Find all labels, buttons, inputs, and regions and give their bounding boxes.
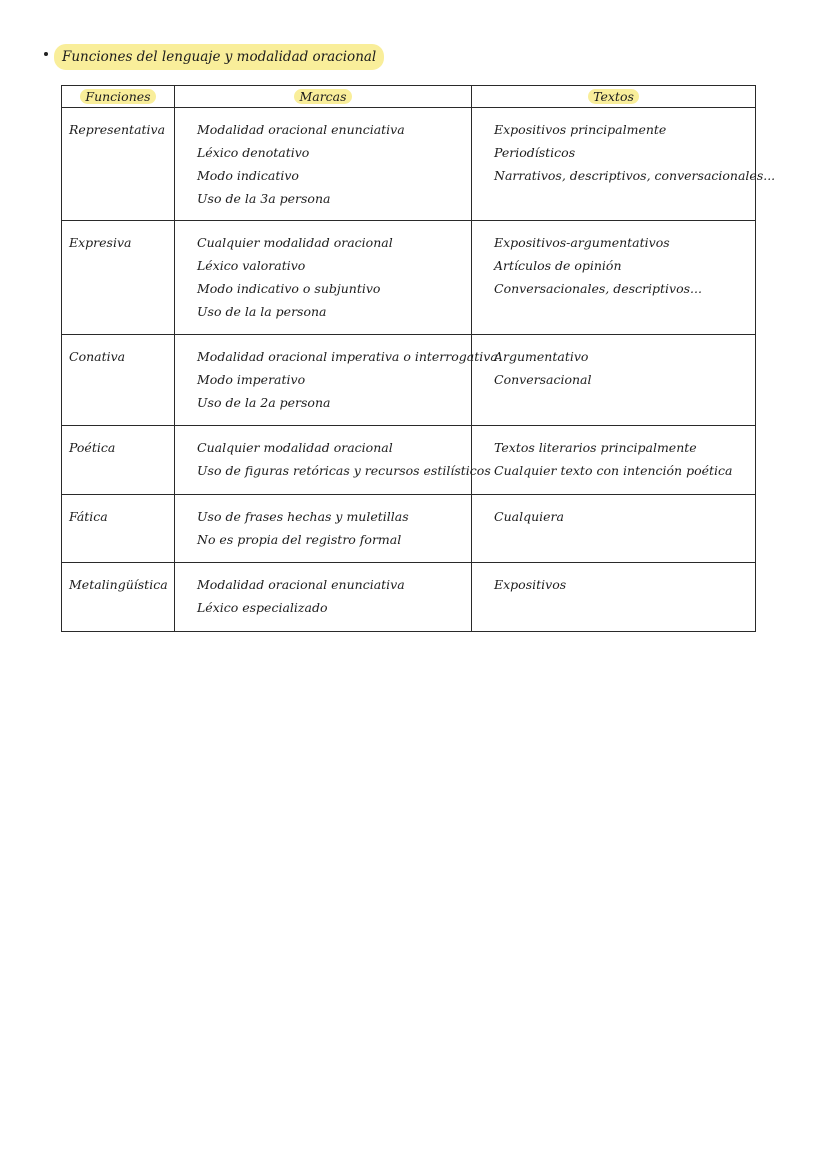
header-textos: Textos [472, 86, 756, 108]
mark-item: Uso de la 2a persona [197, 395, 331, 410]
text-item: Artículos de opinión [494, 258, 622, 273]
marks-cell [175, 495, 472, 563]
table-header-row [62, 86, 756, 108]
marks-cell [175, 563, 472, 632]
mark-item: No es propia del registro formal [197, 532, 402, 547]
function-cell [62, 426, 175, 495]
texts-cell [472, 335, 756, 426]
mark-item: Uso de frases hechas y muletillas [197, 509, 409, 524]
texts-cell [472, 108, 776, 221]
function-name: Fática [69, 509, 108, 524]
texts-cell [472, 495, 756, 563]
function-name: Representativa [69, 122, 166, 137]
mark-item: Léxico valorativo [197, 258, 306, 273]
mark-item: Uso de la la persona [197, 304, 327, 319]
text-item: Cualquier texto con intención poética [494, 463, 733, 478]
text-item: Periodísticos [494, 145, 576, 160]
mark-item: Modo indicativo [197, 168, 299, 183]
marks-cell [175, 221, 472, 335]
function-name: Conativa [69, 349, 126, 364]
text-item: Argumentativo [494, 349, 589, 364]
mark-item: Modo imperativo [197, 372, 306, 387]
function-cell [62, 108, 175, 221]
table-row [62, 426, 756, 495]
table-row [62, 221, 756, 335]
table-row [62, 563, 756, 632]
mark-item: Cualquier modalidad oracional [197, 440, 393, 455]
table-row [62, 335, 756, 426]
header-marcas: Marcas [175, 86, 472, 108]
mark-item: Modalidad oracional enunciativa [197, 577, 405, 592]
texts-cell [472, 426, 756, 495]
mark-item: Modo indicativo o subjuntivo [197, 281, 381, 296]
function-cell [62, 221, 175, 335]
mark-item: Modalidad oracional enunciativa [197, 122, 405, 137]
functions-table [61, 85, 776, 632]
mark-item: Léxico especializado [197, 600, 328, 615]
table-row [62, 108, 756, 221]
text-item: Expositivos [494, 577, 567, 592]
texts-cell [472, 221, 756, 335]
mark-item: Cualquier modalidad oracional [197, 235, 393, 250]
text-item: Cualquiera [494, 509, 564, 524]
text-item: Conversacional [494, 372, 592, 387]
mark-item: Uso de la 3a persona [197, 191, 331, 206]
marks-cell [175, 426, 491, 495]
function-name: Metalingüística [69, 577, 168, 592]
bullet-point [44, 52, 48, 56]
function-cell [62, 563, 175, 632]
mark-item: Uso de figuras retóricas y recursos estilísticos [197, 463, 491, 478]
mark-item: Léxico denotativo [197, 145, 310, 160]
text-item: Narrativos, descriptivos, conversacionales... [494, 168, 776, 183]
marks-cell [175, 335, 498, 426]
texts-cell [472, 563, 756, 632]
text-item: Expositivos-argumentativos [494, 235, 670, 250]
page-title: Funciones del lenguaje y modalidad oracional [54, 44, 384, 70]
function-cell [62, 335, 175, 426]
text-item: Expositivos principalmente [494, 122, 667, 137]
marks-cell [175, 108, 472, 221]
function-cell [62, 495, 175, 563]
table-row [62, 495, 756, 563]
text-item: Textos literarios principalmente [494, 440, 697, 455]
header-funciones: Funciones [62, 86, 175, 108]
text-item: Conversacionales, descriptivos... [494, 281, 702, 296]
function-name: Expresiva [69, 235, 132, 250]
function-name: Poética [69, 440, 116, 455]
mark-item: Modalidad oracional imperativa o interrogativa [197, 349, 498, 364]
